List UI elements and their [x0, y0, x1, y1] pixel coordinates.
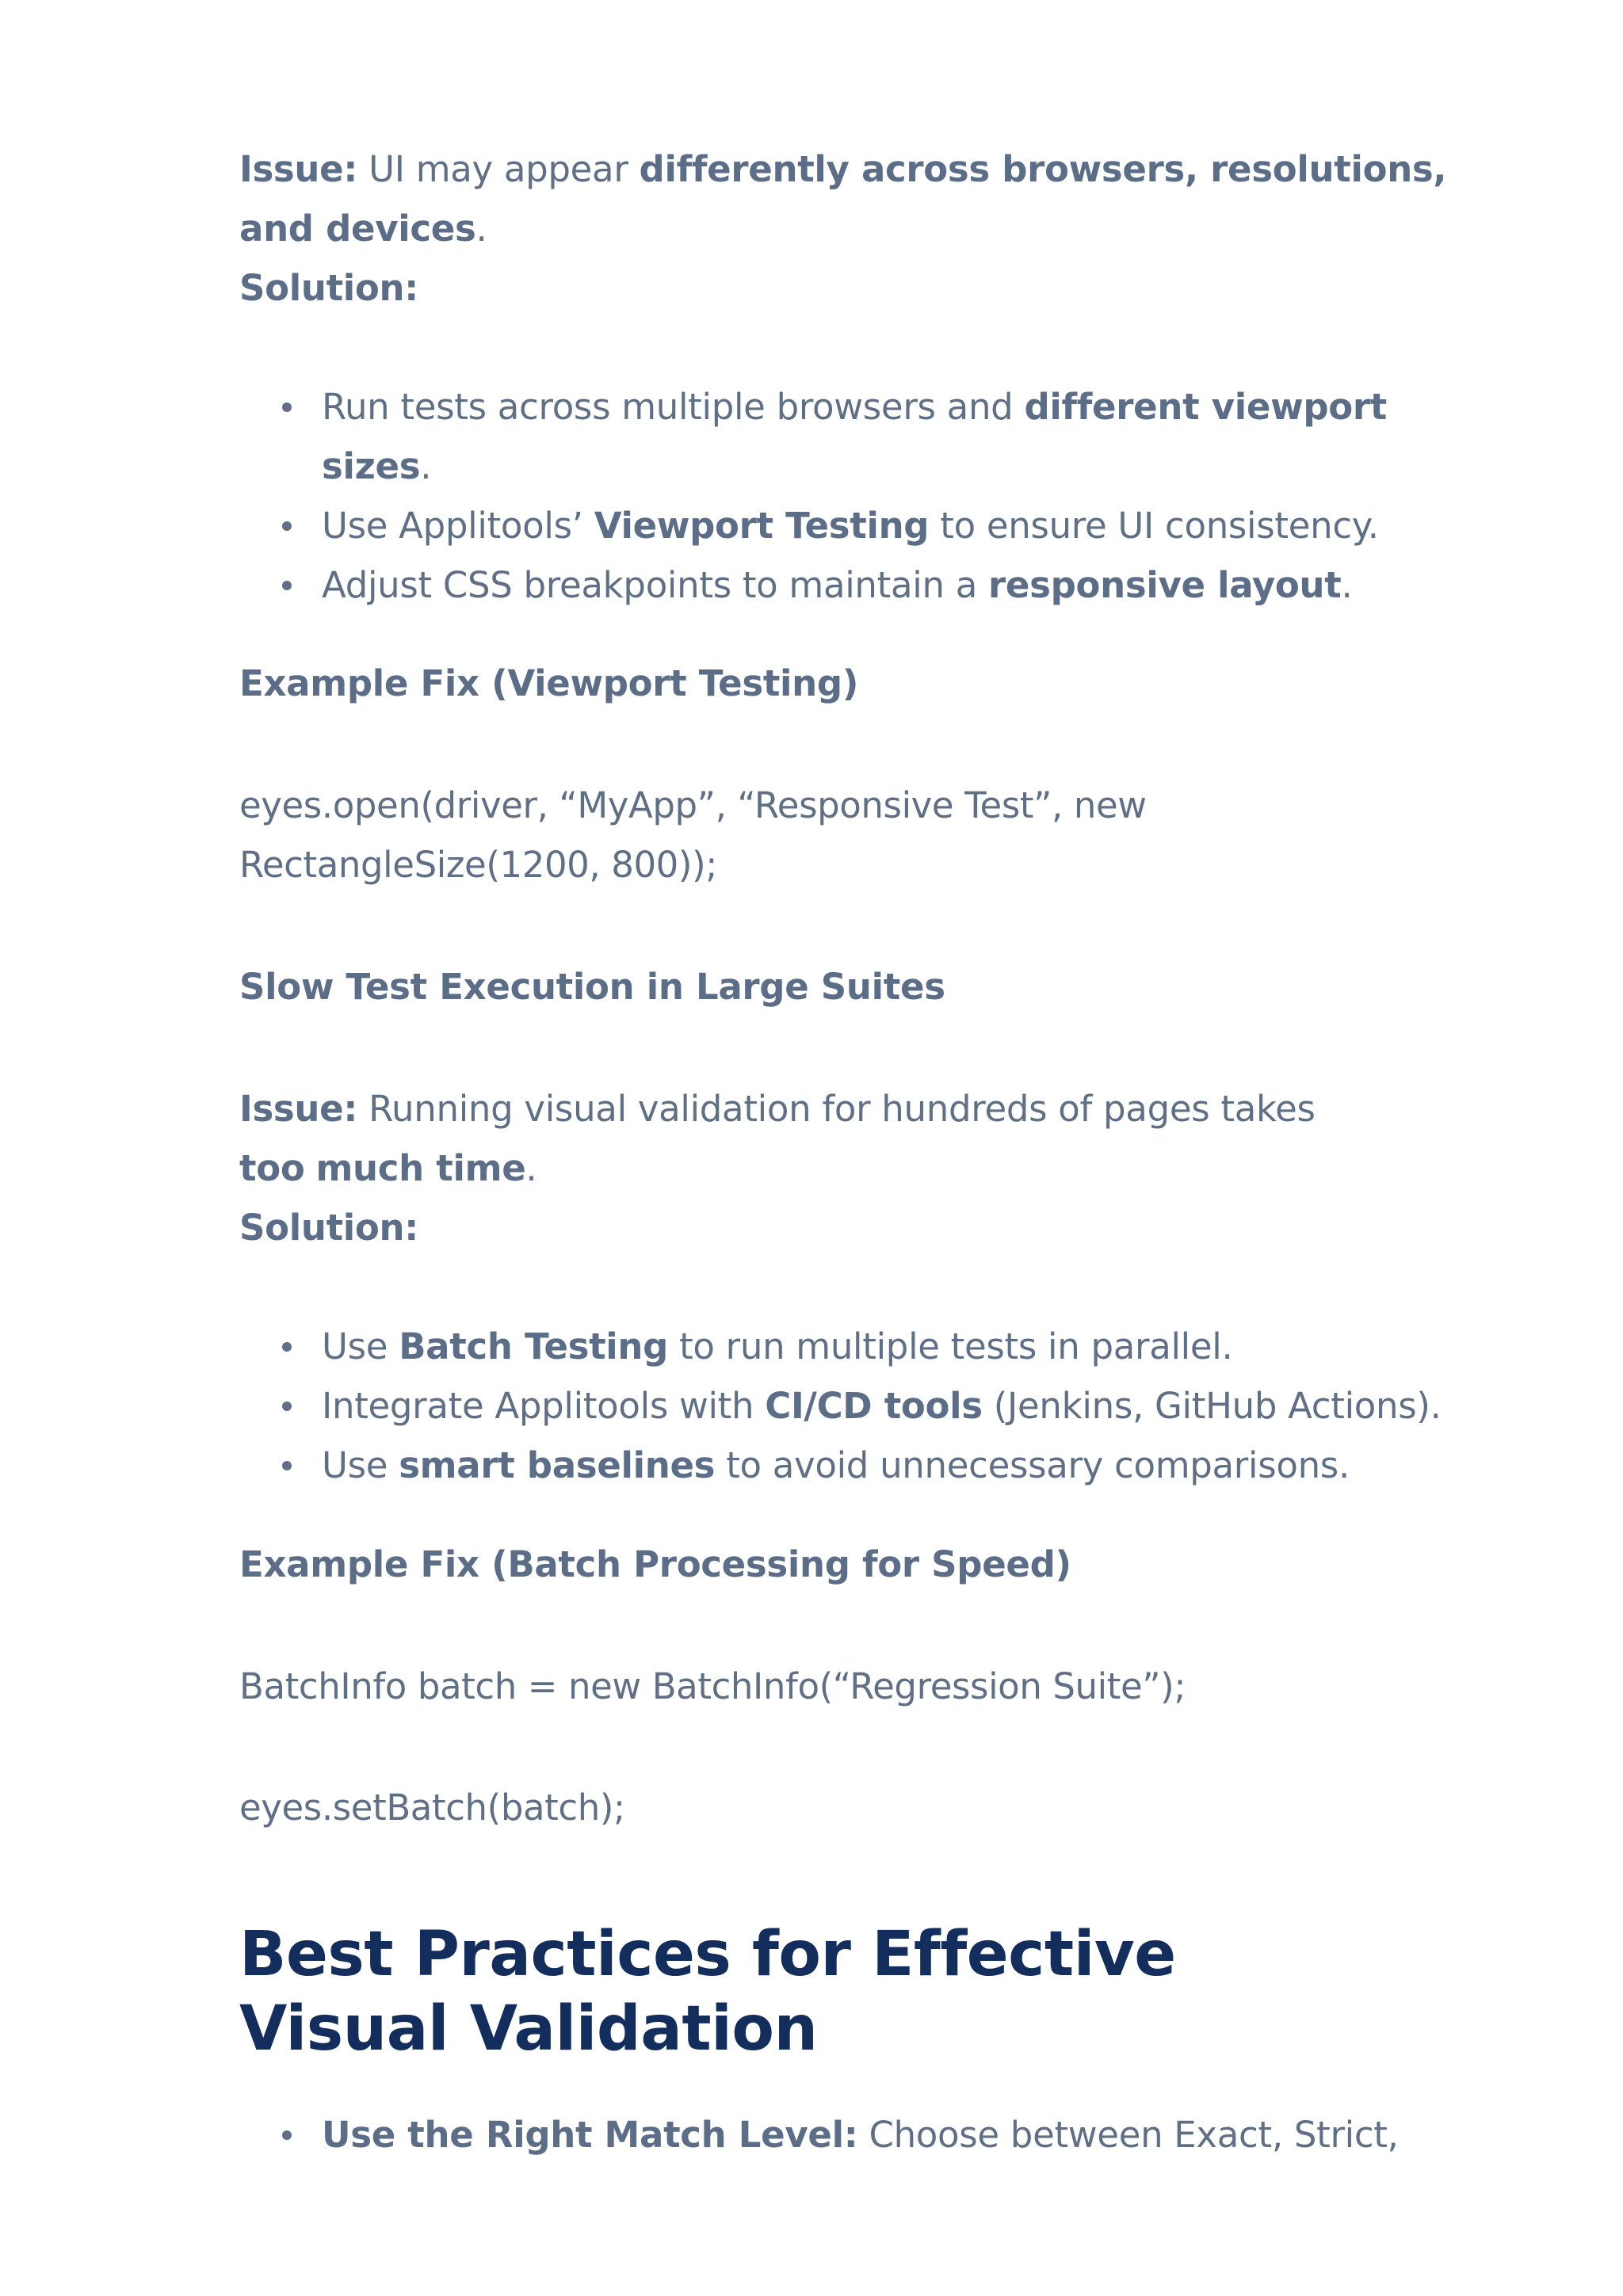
list-item-text: Use	[322, 1444, 388, 1486]
bullet-icon	[282, 1461, 292, 1470]
list-item	[239, 1436, 1460, 1495]
issue-end: .	[525, 1147, 537, 1189]
issue-text: Running visual validation for hundreds of pages takes	[369, 1088, 1316, 1130]
solution-label-text: Solution:	[239, 1207, 418, 1249]
issue-paragraph	[239, 139, 1460, 258]
list-item-bold: smart baselines	[399, 1444, 716, 1486]
list-item	[239, 1317, 1460, 1376]
list-item	[239, 496, 1460, 555]
best-practices-list	[239, 2105, 1460, 2164]
bullet-icon	[282, 581, 292, 590]
section-title: Best Practices for Effective Visual Validation	[239, 1919, 1176, 2065]
list-item-text: to avoid unnecessary comparisons.	[726, 1444, 1350, 1486]
code-line: eyes.open(driver, “MyApp”, “Responsive Test”, new	[239, 784, 1147, 826]
list-item-bold: different viewport sizes	[322, 386, 1387, 487]
list-item-text: Adjust CSS breakpoints to maintain a	[322, 564, 977, 606]
list-item	[239, 2105, 1460, 2164]
solution-label	[239, 258, 1460, 318]
list-item-text: Run tests across multiple browsers and	[322, 386, 1014, 428]
issue-text: UI may appear	[369, 148, 628, 190]
bullet-icon	[282, 521, 292, 531]
issue-paragraph	[239, 1079, 1381, 1198]
issue-end: .	[475, 208, 487, 250]
issue-label: Issue:	[239, 148, 358, 190]
issue-bold-text: differently across browsers, resolutions, and devices	[239, 148, 1447, 250]
code-line: BatchInfo batch = new BatchInfo(“Regression Suite”);	[239, 1665, 1186, 1707]
list-item-text: (Jenkins, GitHub Actions).	[993, 1385, 1442, 1427]
list-item-text: to ensure UI consistency.	[940, 505, 1379, 547]
list-item-text: .	[420, 445, 432, 487]
issue-label: Issue:	[239, 1088, 358, 1130]
list-item-bold: Batch Testing	[399, 1325, 669, 1367]
list-item-text: Choose between Exact, Strict,	[869, 2114, 1399, 2156]
list-item-text: .	[1341, 564, 1353, 606]
solution-label	[239, 1198, 1460, 1257]
list-item-bold: CI/CD tools	[765, 1385, 983, 1427]
list-item-bold: responsive layout	[988, 564, 1342, 606]
issue-bold-text: too	[239, 1147, 305, 1189]
solution-list	[239, 1317, 1460, 1495]
list-item-text: Use Applitools’	[322, 505, 583, 547]
issue-bold-text: much time	[315, 1147, 526, 1189]
example-heading: Example Fix (Batch Processing for Speed)	[239, 1543, 1071, 1585]
code-line: RectangleSize(1200, 800));	[239, 844, 717, 886]
solution-list	[239, 377, 1460, 615]
list-item-bold: Use the Right Match Level:	[322, 2114, 858, 2156]
list-item	[239, 555, 1460, 615]
bullet-icon	[282, 2130, 292, 2140]
list-item	[239, 1376, 1460, 1436]
example-heading: Example Fix (Viewport Testing)	[239, 662, 859, 704]
list-item	[239, 377, 1460, 496]
list-item-text: to run multiple tests in parallel.	[679, 1325, 1233, 1367]
bullet-icon	[282, 402, 292, 412]
list-item-text: Use	[322, 1325, 388, 1367]
list-item-text: Integrate Applitools with	[322, 1385, 754, 1427]
solution-label-text: Solution:	[239, 267, 418, 309]
bullet-icon	[282, 1342, 292, 1352]
list-item-bold: Viewport Testing	[594, 505, 930, 547]
section-heading: Slow Test Execution in Large Suites	[239, 966, 945, 1008]
code-line: eyes.setBatch(batch);	[239, 1787, 625, 1829]
bullet-icon	[282, 1402, 292, 1411]
